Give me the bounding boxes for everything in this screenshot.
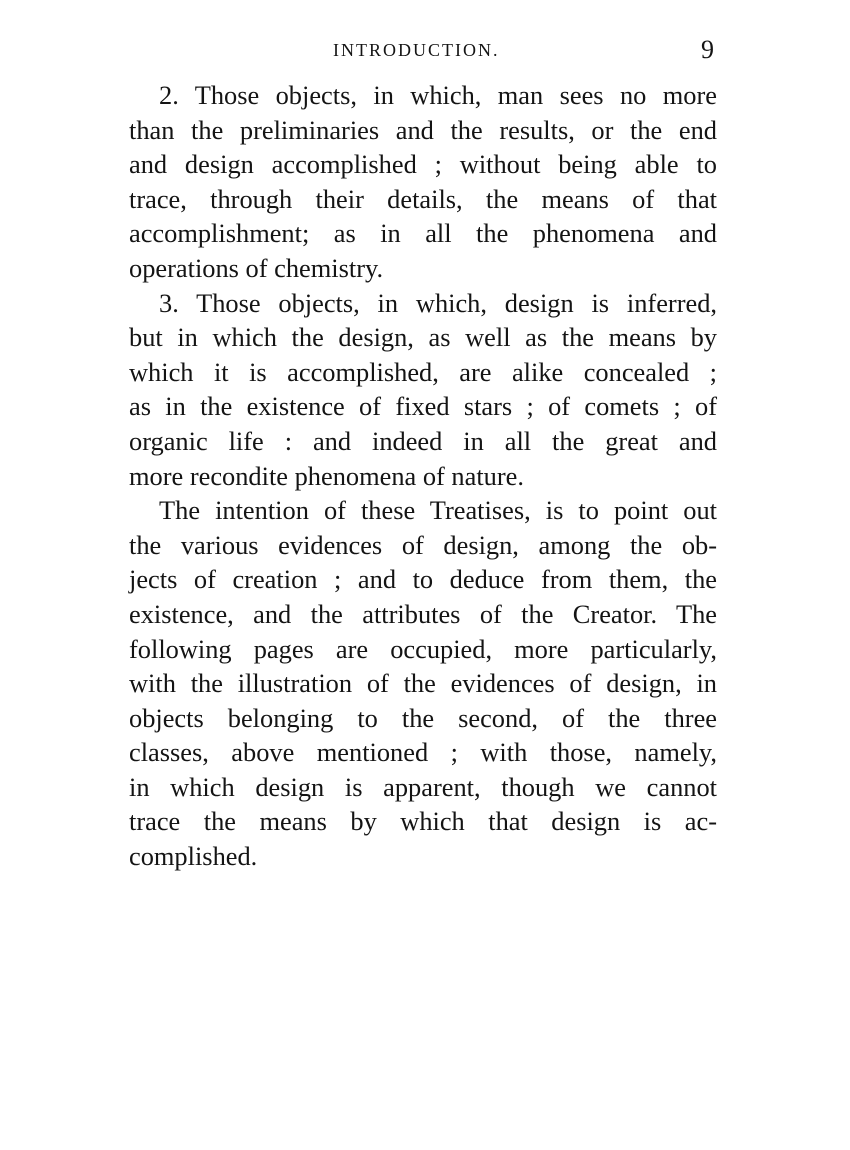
text-line: 2. Those objects, in which, man sees no more — [159, 80, 717, 110]
page-number: 9 — [701, 35, 714, 64]
text-line: The intention of these Treatises, is to point out — [159, 495, 717, 526]
text-line: complished. — [129, 841, 258, 872]
text-line: operations of chemistry. — [129, 252, 384, 283]
body-text — [129, 78, 717, 874]
paragraph — [129, 493, 717, 874]
text-line: jects of creation ; and to deduce from them, the — [129, 564, 717, 595]
text-line: 3. Those objects, in which, design is inferred, — [159, 287, 717, 318]
text-line: existence, and the attributes of the Creator. The — [129, 598, 717, 629]
text-line: in which design is apparent, though we cannot — [129, 771, 717, 802]
text-line: more recondite phenomena of nature. — [129, 460, 524, 491]
running-header — [128, 34, 718, 66]
text-line: trace the means by which that design is ac- — [129, 806, 717, 837]
text-line: classes, above mentioned ; with those, namely, — [129, 737, 717, 768]
text-line: which it is accomplished, are alike concealed ; — [129, 356, 717, 387]
text-line: organic life : and indeed in all the great and — [129, 425, 717, 456]
text-line: but in which the design, as well as the means by — [129, 322, 717, 353]
text-line: accomplishment; as in all the phenomena and — [129, 218, 717, 249]
paragraph — [129, 286, 717, 494]
text-line: as in the existence of fixed stars ; of comets ; of — [129, 391, 717, 422]
text-line: and design accomplished ; without being able to — [129, 149, 717, 180]
running-title: INTRODUCTION. — [333, 40, 500, 60]
text-line: following pages are occupied, more particularly, — [129, 633, 717, 664]
text-line: the various evidences of design, among the ob- — [129, 529, 717, 560]
text-line: with the illustration of the evidences of design, in — [129, 668, 717, 699]
paragraph — [129, 78, 717, 286]
text-line: trace, through their details, the means of that — [129, 183, 717, 214]
text-line: objects belonging to the second, of the three — [129, 702, 717, 733]
text-line: than the preliminaries and the results, or the end — [129, 114, 717, 145]
